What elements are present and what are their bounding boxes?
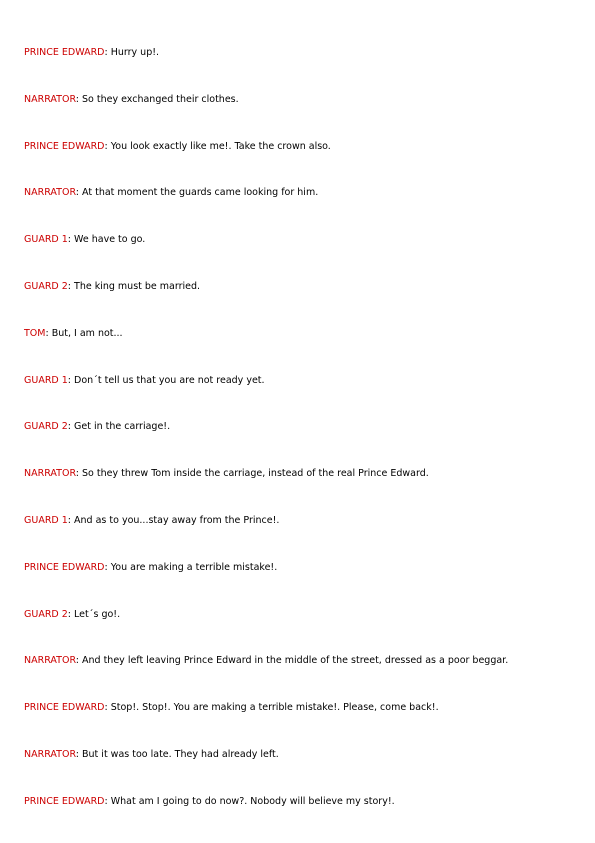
speaker-name: NARRATOR [24,187,76,199]
dialogue-text: You are making a terrible mistake!. [110,561,278,573]
dialogue-line: PRINCE EDWARD: What am I going to do now?. Nobody will believe my story!. [24,795,395,807]
dialogue-text: We have to go. [74,234,146,246]
dialogue-text: But, I am not... [51,327,123,339]
dialogue-line: PRINCE EDWARD: Hurry up!. [24,47,160,58]
dialogue-line: GUARD 2: Let´s go!. [24,608,121,620]
dialogue-text: The king must be married. [74,280,201,292]
speaker-name: PRINCE EDWARD [24,795,105,807]
speaker-name: GUARD 2 [24,280,68,292]
dialogue-line: TOM: But, I am not... [24,327,123,339]
speaker-name: NARRATOR [24,468,76,480]
dialogue-text: Let´s go!. [74,608,121,620]
speaker-name: PRINCE EDWARD [24,561,105,573]
dialogue-line: GUARD 1: We have to go. [24,234,146,246]
dialogue-line: NARRATOR: At that moment the guards came looking for him. [24,187,319,199]
dialogue-text: At that moment the guards came looking for him. [82,187,319,199]
dialogue-line: PRINCE EDWARD: You look exactly like me!. Take the crown also. [24,140,331,152]
dialogue-line: GUARD 1: And as to you...stay away from the Prince!. [24,514,280,526]
dialogue-text: You look exactly like me!. Take the crown also. [110,140,331,152]
speaker-name: GUARD 2 [24,608,68,620]
dialogue-line: PRINCE EDWARD: Stop!. Stop!. You are making a terrible mistake!. Please, come back!. [24,702,439,714]
speaker-name: PRINCE EDWARD [24,140,105,152]
dialogue-text: But it was too late. They had already left. [82,748,279,760]
speaker-name: GUARD 2 [24,421,68,433]
speaker-name: PRINCE EDWARD [24,702,105,714]
speaker-name: GUARD 1 [24,374,68,386]
speaker-name: GUARD 1 [24,514,68,526]
dialogue-text: What am I going to do now?. Nobody will believe my story!. [110,795,395,807]
dialogue-text: So they threw Tom inside the carriage, instead of the real Prince Edward. [82,468,429,480]
speaker-name: PRINCE EDWARD [24,47,105,58]
dialogue-line: NARRATOR: So they exchanged their clothes. [24,93,239,105]
dialogue-line: GUARD 2: Get in the carriage!. [24,421,171,433]
dialogue-text: Hurry up!. [110,47,160,58]
dialogue-line: PRINCE EDWARD: You are making a terrible mistake!. [24,561,278,573]
speaker-name: NARRATOR [24,748,76,760]
speaker-name: GUARD 1 [24,234,68,246]
dialogue-line: NARRATOR: And they left leaving Prince Edward in the middle of the street, dressed as a poor beggar. [24,655,509,667]
dialogue-line: NARRATOR: But it was too late. They had already left. [24,748,279,760]
dialogue-line: GUARD 1: Don´t tell us that you are not ready yet. [24,374,265,386]
dialogue-text: And as to you...stay away from the Prince!. [74,514,280,526]
speaker-name: NARRATOR [24,93,76,105]
speaker-name: TOM [24,327,46,339]
speaker-name: NARRATOR [24,655,76,667]
dialogue-line: NARRATOR: So they threw Tom inside the carriage, instead of the real Prince Edward. [24,468,429,480]
dialogue-text: Get in the carriage!. [74,421,171,433]
dialogue-text: Don´t tell us that you are not ready yet. [74,374,265,386]
script-page [24,47,584,843]
dialogue-line: GUARD 2: The king must be married. [24,280,201,292]
dialogue-text: So they exchanged their clothes. [82,93,239,105]
dialogue-text: And they left leaving Prince Edward in the middle of the street, dressed as a poor beggar. [82,655,509,667]
dialogue-text: Stop!. Stop!. You are making a terrible mistake!. Please, come back!. [110,702,439,714]
